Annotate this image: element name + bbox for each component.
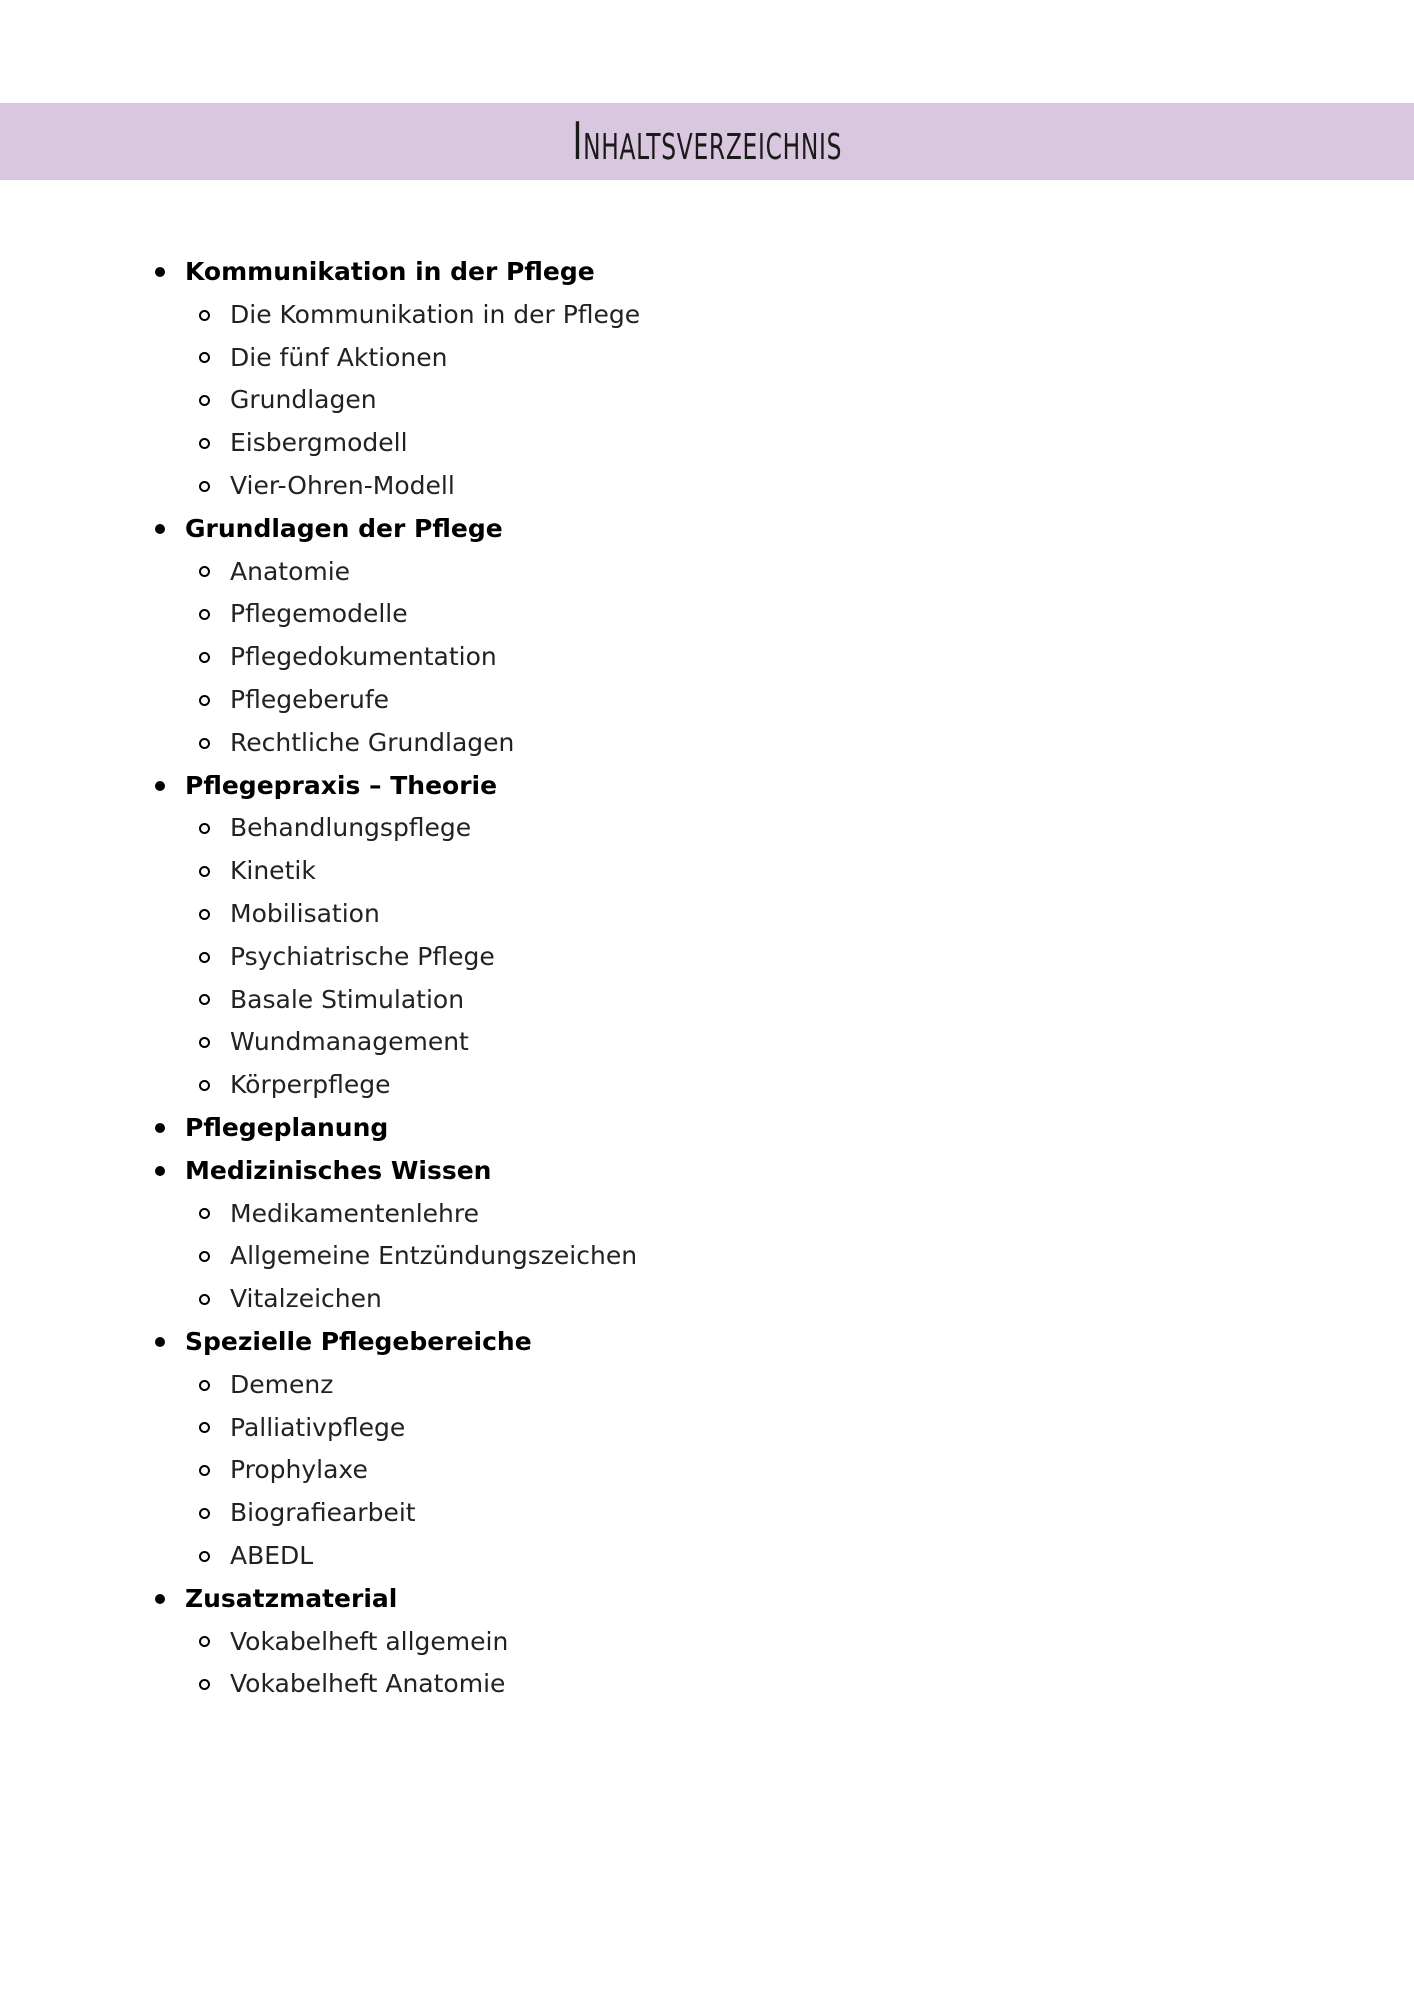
toc-subitem-label: Vier-Ohren-Modell [230,470,455,500]
toc-subitem [0,807,1414,850]
toc-subitem [0,422,1414,465]
bullet-circle-icon [199,352,210,363]
toc-sublist [0,1364,1414,1578]
toc-subitem [0,893,1414,936]
toc-subitem [0,979,1414,1022]
bullet-circle-icon [199,1508,210,1519]
toc-subitem-label: Kinetik [230,856,316,886]
bullet-circle-icon [199,1080,210,1091]
toc-section [0,1578,1414,1706]
bullet-circle-icon [199,609,210,620]
bullet-circle-icon [199,395,210,406]
toc-section-heading [0,1321,1414,1364]
toc-subitem [0,850,1414,893]
toc-section-label: Zusatzmaterial [185,1583,398,1613]
bullet-dot-icon [155,267,165,277]
toc-subitem [0,1364,1414,1407]
bullet-circle-icon [199,1208,210,1219]
toc-subitem [0,1449,1414,1492]
bullet-circle-icon [199,438,210,449]
bullet-dot-icon [155,524,165,534]
toc-subitem [0,636,1414,679]
toc-subitem [0,1235,1414,1278]
toc-subitem-label: Mobilisation [230,898,380,928]
toc-subitem-label: Pflegemodelle [230,599,408,629]
toc-subitem-label: Grundlagen [230,385,377,415]
bullet-dot-icon [155,1123,165,1133]
toc-section-heading [0,1107,1414,1150]
toc-subitem-label: Psychiatrische Pflege [230,941,495,971]
bullet-circle-icon [199,994,210,1005]
toc-subitem-label: Die fünf Aktionen [230,342,448,372]
toc-section [0,508,1414,765]
toc-subitem [0,1621,1414,1664]
bullet-circle-icon [199,1037,210,1048]
toc-subitem-label: Die Kommunikation in der Pflege [230,299,641,329]
toc-sublist [0,1193,1414,1321]
toc-subitem [0,1021,1414,1064]
toc-subitem-label: Medikamentenlehre [230,1198,480,1228]
bullet-circle-icon [199,695,210,706]
toc-sublist [0,551,1414,765]
toc-subitem [0,722,1414,765]
title-band [0,103,1414,180]
toc-sublist [0,294,1414,508]
toc-subitem-label: Palliativpflege [230,1412,406,1442]
toc-section-label: Kommunikation in der Pflege [185,257,595,286]
toc-subitem-label: Körperpflege [230,1070,391,1100]
bullet-circle-icon [199,1551,210,1562]
toc-subitem [0,1663,1414,1706]
toc-subitem [0,551,1414,594]
toc-section [0,765,1414,1107]
toc-subitem-label: Basale Stimulation [230,984,465,1014]
toc-subitem-label: Demenz [230,1369,334,1399]
toc-subitem-label: Allgemeine Entzündungszeichen [230,1241,638,1271]
toc-subitem-label: Biografiearbeit [230,1498,416,1528]
bullet-circle-icon [199,1636,210,1647]
toc-section-heading [0,508,1414,551]
toc-subitem-label: Behandlungspflege [230,813,472,843]
toc-subitem [0,294,1414,337]
toc-subitem [0,593,1414,636]
toc-section-label: Spezielle Pflegebereiche [185,1326,532,1356]
toc-subitem [0,337,1414,380]
toc-subitem-label: Anatomie [230,556,351,586]
bullet-circle-icon [199,1251,210,1262]
toc-section [0,251,1414,508]
toc-subitem [0,679,1414,722]
toc-sublist [0,807,1414,1107]
page-title: Inhaltsverzeichnis [572,111,842,172]
toc-subitem [0,1064,1414,1107]
bullet-dot-icon [155,1594,165,1604]
toc-subitem [0,379,1414,422]
bullet-circle-icon [199,1294,210,1305]
bullet-circle-icon [199,1465,210,1476]
toc-subitem [0,1407,1414,1450]
bullet-circle-icon [199,1380,210,1391]
toc-section-label: Medizinisches Wissen [185,1155,492,1185]
toc-subitem-label: Vokabelheft Anatomie [230,1669,506,1699]
toc-section [0,1150,1414,1321]
bullet-dot-icon [155,781,165,791]
toc-subitem [0,1535,1414,1578]
toc-section [0,1321,1414,1578]
bullet-circle-icon [199,952,210,963]
toc-subitem-label: Vokabelheft allgemein [230,1626,509,1656]
toc-subitem-label: Wundmanagement [230,1027,469,1057]
toc-section-heading [0,765,1414,808]
bullet-circle-icon [199,481,210,492]
bullet-circle-icon [199,310,210,321]
bullet-circle-icon [199,652,210,663]
bullet-circle-icon [199,566,210,577]
bullet-dot-icon [155,1166,165,1176]
bullet-circle-icon [199,1422,210,1433]
toc-subitem-label: Vitalzeichen [230,1284,382,1314]
toc-subitem [0,1492,1414,1535]
bullet-circle-icon [199,909,210,920]
toc-sublist [0,1621,1414,1707]
toc-section-label: Pflegepraxis – Theorie [185,770,498,800]
toc-subitem [0,1278,1414,1321]
toc-subitem-label: Rechtliche Grundlagen [230,727,515,757]
table-of-contents [0,251,1414,1706]
toc-section-heading [0,1150,1414,1193]
toc-section [0,1107,1414,1150]
toc-subitem-label: Prophylaxe [230,1455,368,1485]
toc-section-heading [0,1578,1414,1621]
toc-subitem [0,1193,1414,1236]
toc-section-label: Grundlagen der Pflege [185,513,503,543]
toc-section-heading [0,251,1414,294]
bullet-circle-icon [199,1679,210,1690]
bullet-circle-icon [199,738,210,749]
toc-subitem-label: ABEDL [230,1540,314,1570]
bullet-circle-icon [199,823,210,834]
toc-subitem-label: Pflegedokumentation [230,642,497,672]
bullet-dot-icon [155,1337,165,1347]
toc-section-label: Pflegeplanung [185,1112,389,1142]
toc-subitem [0,465,1414,508]
toc-subitem [0,936,1414,979]
bullet-circle-icon [199,866,210,877]
toc-subitem-label: Eisbergmodell [230,428,408,458]
toc-subitem-label: Pflegeberufe [230,684,390,714]
